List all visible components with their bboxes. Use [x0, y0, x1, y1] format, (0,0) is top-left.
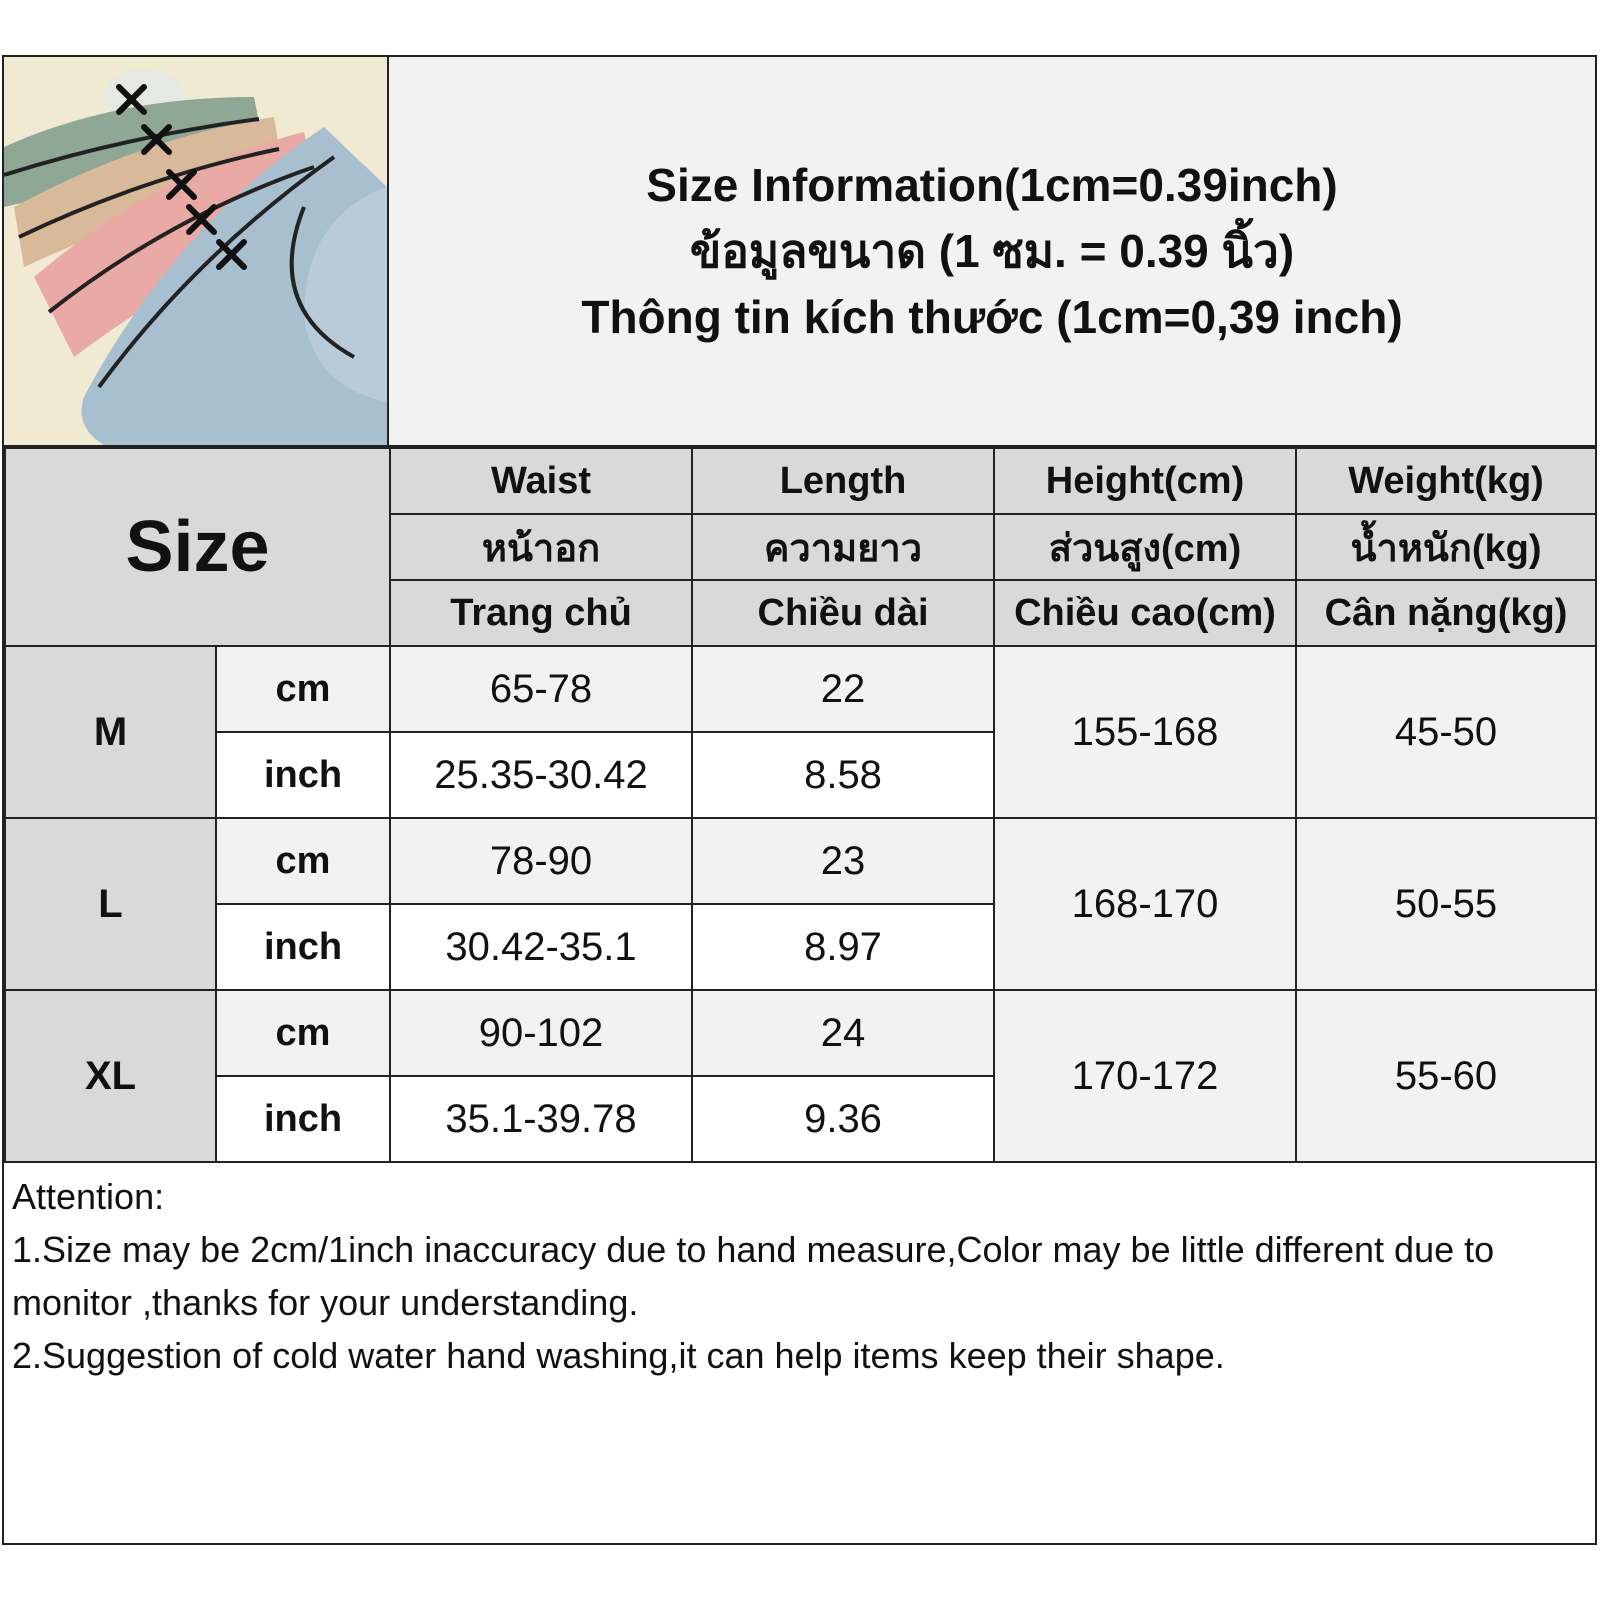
unit-inch: inch: [216, 732, 390, 818]
size-table: [4, 447, 1597, 1163]
length-header-vi: Chiều dài: [692, 580, 994, 646]
waist-inch-value: 30.42-35.1: [390, 904, 692, 990]
weight-header-en: Weight(kg): [1296, 448, 1596, 514]
notes-heading: Attention:: [12, 1176, 165, 1217]
unit-cm: cm: [216, 990, 390, 1076]
length-inch-value: 8.58: [692, 732, 994, 818]
title-block: [389, 57, 1595, 447]
waist-cm-value: 78-90: [390, 818, 692, 904]
title-english: Size Information(1cm=0.39inch): [646, 159, 1338, 211]
unit-inch: inch: [216, 904, 390, 990]
weight-header-vi: Cân nặng(kg): [1296, 580, 1596, 646]
underwear-photo-image: [4, 57, 387, 445]
waist-inch-value: 35.1-39.78: [390, 1076, 692, 1162]
height-value: 168-170: [994, 818, 1296, 990]
length-inch-value: 8.97: [692, 904, 994, 990]
length-header-th: ความยาว: [692, 514, 994, 580]
size-label-xl: XL: [5, 990, 216, 1162]
weight-header-th: น้ำหนัก(kg): [1296, 514, 1596, 580]
height-header-th: ส่วนสูง(cm): [994, 514, 1296, 580]
table-row: [5, 990, 1596, 1076]
height-header-en: Height(cm): [994, 448, 1296, 514]
unit-cm: cm: [216, 646, 390, 732]
length-cm-value: 22: [692, 646, 994, 732]
weight-value: 55-60: [1296, 990, 1596, 1162]
note-item-1: 1.Size may be 2cm/1inch inaccuracy due to hand measure,Color may be little different due to monitor ,thanks for your understanding.: [12, 1229, 1495, 1323]
note-item-2: 2.Suggestion of cold water hand washing,it can help items keep their shape.: [12, 1335, 1225, 1376]
length-cm-value: 23: [692, 818, 994, 904]
product-photo: [4, 57, 389, 447]
title-thai: ข้อมูลขนาด (1 ซม. = 0.39 นิ้ว): [689, 225, 1295, 277]
length-cm-value: 24: [692, 990, 994, 1076]
title-vietnamese: Thông tin kích thước (1cm=0,39 inch): [581, 291, 1403, 343]
size-chart-sheet: [2, 55, 1597, 1545]
unit-cm: cm: [216, 818, 390, 904]
weight-value: 50-55: [1296, 818, 1596, 990]
waist-header-en: Waist: [390, 448, 692, 514]
size-label-m: M: [5, 646, 216, 818]
attention-notes: [4, 1164, 1595, 1388]
waist-header-th: หน้าอก: [390, 514, 692, 580]
waist-header-vi: Trang chủ: [390, 580, 692, 646]
table-row: [5, 818, 1596, 904]
table-row: [5, 646, 1596, 732]
size-column-header: Size: [5, 448, 390, 646]
length-header-en: Length: [692, 448, 994, 514]
unit-inch: inch: [216, 1076, 390, 1162]
waist-inch-value: 25.35-30.42: [390, 732, 692, 818]
height-value: 155-168: [994, 646, 1296, 818]
weight-value: 45-50: [1296, 646, 1596, 818]
waist-cm-value: 65-78: [390, 646, 692, 732]
length-inch-value: 9.36: [692, 1076, 994, 1162]
size-label-l: L: [5, 818, 216, 990]
height-value: 170-172: [994, 990, 1296, 1162]
waist-cm-value: 90-102: [390, 990, 692, 1076]
height-header-vi: Chiều cao(cm): [994, 580, 1296, 646]
